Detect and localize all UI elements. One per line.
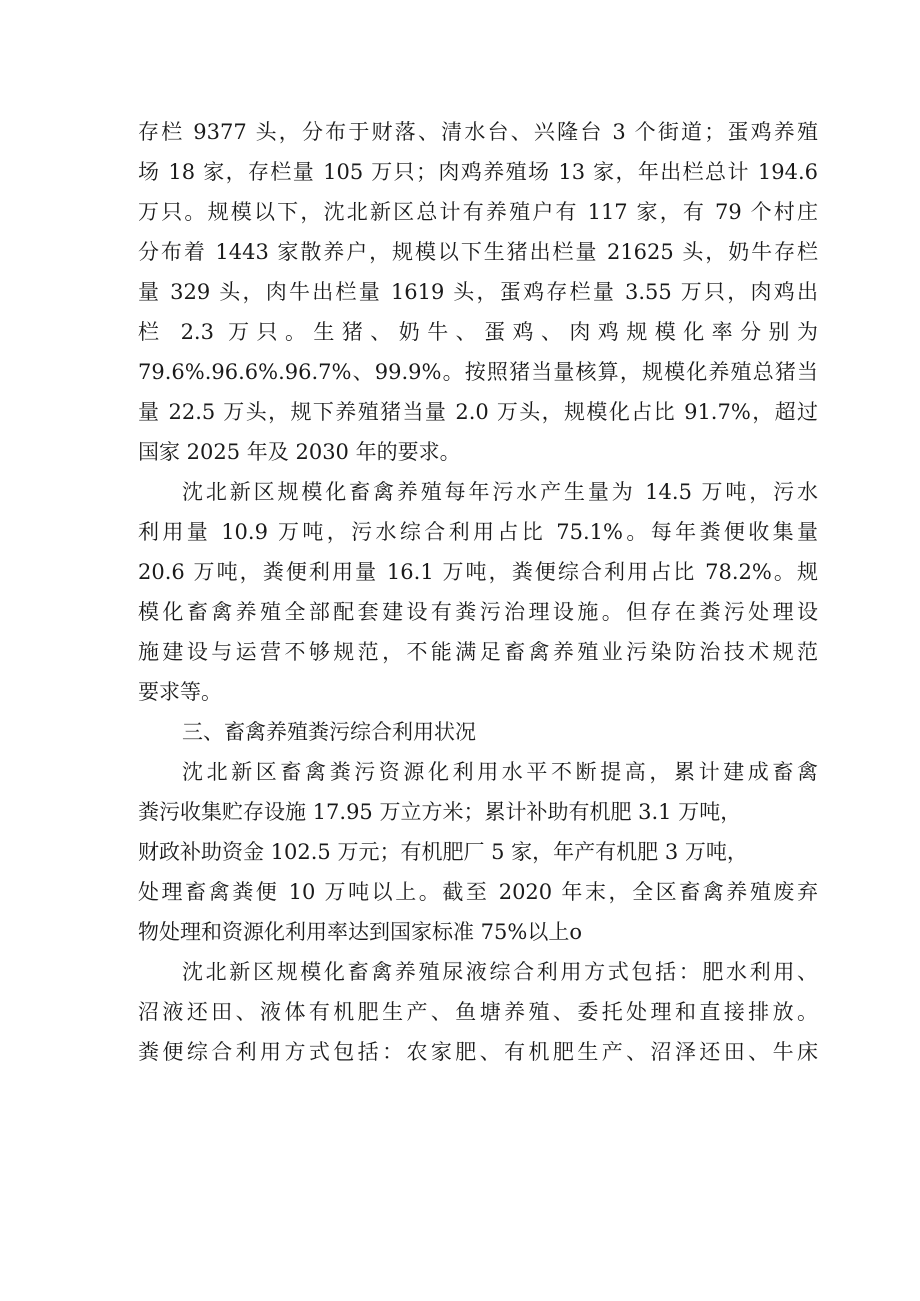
utilization-methods-paragraph: [138, 952, 818, 1072]
text-line: 存栏 9377 头，分布于财落、清水台、兴隆台 3 个街道；蛋鸡养殖: [138, 120, 818, 144]
text-line: 国家 2025 年及 2030 年的要求。: [138, 440, 461, 464]
resource-utilization-paragraph: [138, 752, 818, 952]
wastewater-paragraph: [138, 472, 818, 712]
text-line: 粪便综合利用方式包括：农家肥、有机肥生产、沼泽还田、牛床: [138, 1040, 818, 1064]
text-line: 沼液还田、液体有机肥生产、鱼塘养殖、委托处理和直接排放。: [138, 1000, 818, 1024]
text-line: 场 18 家，存栏量 105 万只；肉鸡养殖场 13 家，年出栏总计 194.6: [138, 160, 818, 184]
text-line: 量 22.5 万头，规下养殖猪当量 2.0 万头，规模化占比 91.7%，超过: [138, 400, 818, 424]
section-heading: [138, 712, 818, 752]
text-line: 物处理和资源化利用率达到国家标准 75%以上o: [138, 920, 582, 944]
section-title: 三、畜禽养殖粪污综合利用状况: [182, 720, 476, 744]
text-line: 栏 2.3 万只。生猪、奶牛、蛋鸡、肉鸡规模化率分别为: [138, 320, 818, 344]
text-line: 粪污收集贮存设施 17.95 万立方米；累计补助有机肥 3.1 万吨，: [138, 800, 742, 824]
document-body: [138, 112, 818, 1072]
text-line: 施建设与运营不够规范，不能满足畜禽养殖业污染防治技术规范: [138, 640, 818, 664]
livestock-scale-paragraph: [138, 112, 818, 472]
text-line: 万只。规模以下，沈北新区总计有养殖户有 117 家，有 79 个村庄: [138, 200, 818, 224]
text-line: 量 329 头，肉牛出栏量 1619 头，蛋鸡存栏量 3.55 万只，肉鸡出: [138, 280, 818, 304]
text-line: 处理畜禽粪便 10 万吨以上。截至 2020 年末，全区畜禽养殖废弃: [138, 880, 818, 904]
text-line: 沈北新区规模化畜禽养殖尿液综合利用方式包括：肥水利用、: [182, 960, 818, 984]
text-line: 财政补助资金 102.5 万元；有机肥厂 5 家，年产有机肥 3 万吨，: [138, 840, 748, 864]
text-line: 79.6%.96.6%.96.7%、99.9%。按照猪当量核算，规模化养殖总猪当: [138, 360, 818, 384]
text-line: 20.6 万吨，粪便利用量 16.1 万吨，粪便综合利用占比 78.2%。规: [138, 560, 818, 584]
text-line: 沈北新区畜禽粪污资源化利用水平不断提高，累计建成畜禽: [182, 760, 818, 784]
text-line: 分布着 1443 家散养户，规模以下生猪出栏量 21625 头，奶牛存栏: [138, 240, 818, 264]
text-line: 要求等。: [138, 680, 222, 704]
text-line: 利用量 10.9 万吨，污水综合利用占比 75.1%。每年粪便收集量: [138, 520, 818, 544]
text-line: 模化畜禽养殖全部配套建设有粪污治理设施。但存在粪污处理设: [138, 600, 818, 624]
text-line: 沈北新区规模化畜禽养殖每年污水产生量为 14.5 万吨，污水: [182, 480, 818, 504]
